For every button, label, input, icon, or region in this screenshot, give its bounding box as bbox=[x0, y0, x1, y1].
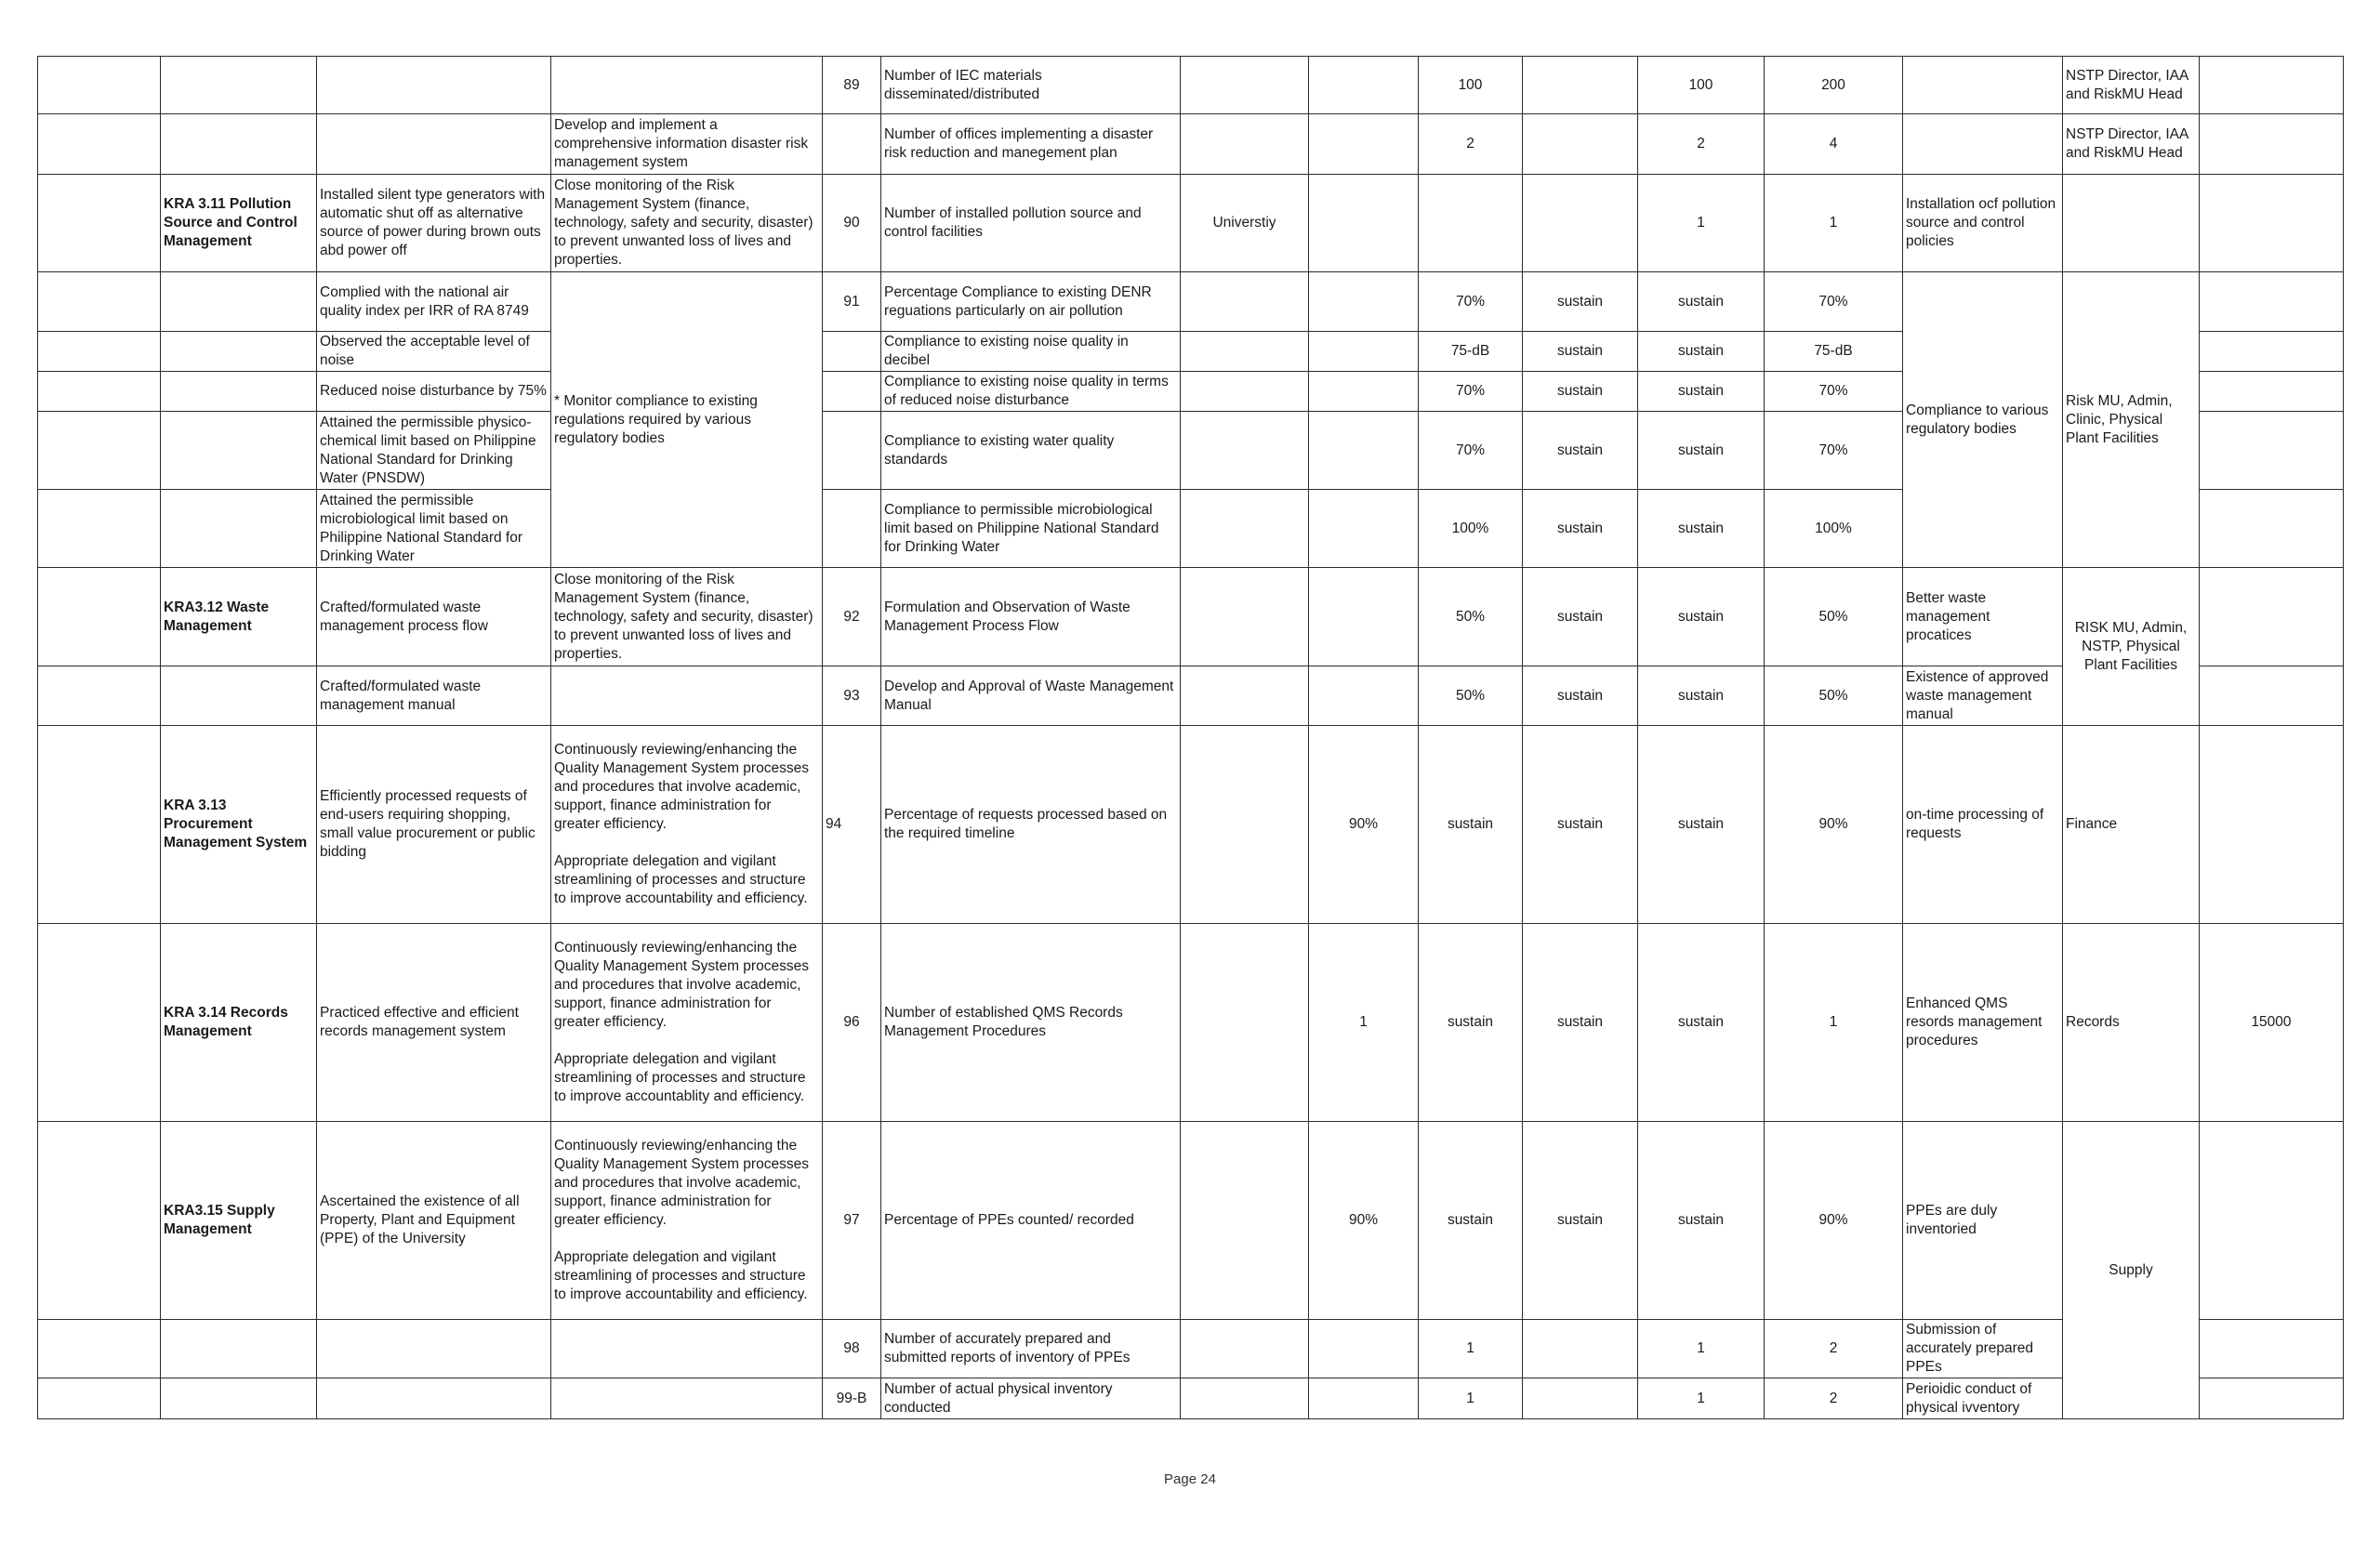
total-target: 70% bbox=[1765, 412, 1903, 490]
total-target: 70% bbox=[1765, 372, 1903, 412]
strategy-paragraph: Appropriate delegation and vigilant streamlining of processes and structure to improve accountability and efficiency. bbox=[554, 853, 808, 906]
target-value: sustain bbox=[1638, 726, 1765, 924]
total-target: 100% bbox=[1765, 490, 1903, 568]
indicator-number: 93 bbox=[823, 666, 881, 726]
strategy-paragraph: Appropriate delegation and vigilant streamlining of processes and structure to improve accountablity and efficiency. bbox=[554, 1051, 806, 1104]
kra-label: KRA3.15 Supply Management bbox=[161, 1122, 317, 1320]
target-value: sustain bbox=[1638, 372, 1765, 412]
total-target: 50% bbox=[1765, 666, 1903, 726]
target-value: sustain bbox=[1638, 412, 1765, 490]
strategy bbox=[551, 924, 823, 1122]
strategy: Close monitoring of the Risk Management System (finance, technology, safety and security, disaster) to prevent unwanted loss of lives and properties. bbox=[551, 568, 823, 666]
target-value: sustain bbox=[1638, 924, 1765, 1122]
total-target: 90% bbox=[1765, 1122, 1903, 1320]
target-value: sustain bbox=[1523, 272, 1638, 332]
target-value: 70% bbox=[1419, 372, 1523, 412]
kra-label: KRA 3.11 Pollution Source and Control Management bbox=[161, 175, 317, 272]
success-indicator: Develop and Approval of Waste Management Manual bbox=[881, 666, 1181, 726]
responsible-office: NSTP Director, IAA and RiskMU Head bbox=[2063, 114, 2200, 175]
expected-output: Reduced noise disturbance by 75% bbox=[317, 372, 551, 412]
responsible-office: Risk MU, Admin, Clinic, Physical Plant Facilities bbox=[2063, 272, 2200, 568]
target-value: sustain bbox=[1523, 666, 1638, 726]
total-target: 2 bbox=[1765, 1320, 1903, 1378]
remarks: on-time processing of requests bbox=[1903, 726, 2063, 924]
target-value: 90% bbox=[1309, 726, 1419, 924]
remarks: Compliance to various regulatory bodies bbox=[1903, 272, 2063, 568]
expected-output: Crafted/formulated waste management manual bbox=[317, 666, 551, 726]
remarks: Enhanced QMS resords management procedures bbox=[1903, 924, 2063, 1122]
operational-plan-table bbox=[37, 56, 2344, 1419]
strategy bbox=[551, 1122, 823, 1320]
total-target: 4 bbox=[1765, 114, 1903, 175]
success-indicator: Percentage of requests processed based on the required timeline bbox=[881, 726, 1181, 924]
total-target: 90% bbox=[1765, 726, 1903, 924]
strategy: Close monitoring of the Risk Management System (finance, technology, safety and security, disaster) to prevent unwanted loss of lives and properties. bbox=[551, 175, 823, 272]
target-value: sustain bbox=[1523, 568, 1638, 666]
total-target: 1 bbox=[1765, 175, 1903, 272]
target-value: sustain bbox=[1523, 1122, 1638, 1320]
table-row bbox=[38, 726, 2344, 924]
table-row bbox=[38, 1122, 2344, 1320]
target-value: 70% bbox=[1419, 412, 1523, 490]
total-target: 70% bbox=[1765, 272, 1903, 332]
strategy: Develop and implement a comprehensive information disaster risk management system bbox=[551, 114, 823, 175]
success-indicator: Number of installed pollution source and control facilities bbox=[881, 175, 1181, 272]
total-target: 1 bbox=[1765, 924, 1903, 1122]
table-row bbox=[38, 666, 2344, 726]
budget-value: 15000 bbox=[2200, 924, 2344, 1122]
table-row bbox=[38, 568, 2344, 666]
table-row bbox=[38, 114, 2344, 175]
success-indicator: Percentage Compliance to existing DENR reguations particularly on air pollution bbox=[881, 272, 1181, 332]
success-indicator: Formulation and Observation of Waste Management Process Flow bbox=[881, 568, 1181, 666]
table-row bbox=[38, 924, 2344, 1122]
remarks: Better waste management procatices bbox=[1903, 568, 2063, 666]
total-target: 200 bbox=[1765, 57, 1903, 114]
responsible-office: RISK MU, Admin, NSTP, Physical Plant Facilities bbox=[2063, 568, 2200, 726]
remarks: PPEs are duly inventoried bbox=[1903, 1122, 2063, 1320]
target-value: 1 bbox=[1419, 1320, 1523, 1378]
remarks: Perioidic conduct of physical ivventory bbox=[1903, 1378, 2063, 1419]
success-indicator: Compliance to permissible microbiological limit based on Philippine National Standard for Drinking Water bbox=[881, 490, 1181, 568]
expected-output: Attained the permissible physico-chemical limit based on Philippine National Standard for Drinking Water (PNSDW) bbox=[317, 412, 551, 490]
expected-output: Observed the acceptable level of noise bbox=[317, 332, 551, 372]
target-value: sustain bbox=[1638, 490, 1765, 568]
success-indicator: Number of accurately prepared and submitted reports of inventory of PPEs bbox=[881, 1320, 1181, 1378]
target-value: sustain bbox=[1523, 924, 1638, 1122]
table-row bbox=[38, 272, 2344, 332]
total-target: 2 bbox=[1765, 1378, 1903, 1419]
indicator-number: 92 bbox=[823, 568, 881, 666]
responsible-office: Records bbox=[2063, 924, 2200, 1122]
indicator-number: 97 bbox=[823, 1122, 881, 1320]
strategy bbox=[551, 726, 823, 924]
target-value: sustain bbox=[1638, 568, 1765, 666]
remarks: Submission of accurately prepared PPEs bbox=[1903, 1320, 2063, 1378]
indicator-number: 89 bbox=[823, 57, 881, 114]
target-value: sustain bbox=[1523, 332, 1638, 372]
target-value: 1 bbox=[1638, 175, 1765, 272]
strategy: * Monitor compliance to existing regulations required by various regulatory bodies bbox=[551, 272, 823, 568]
target-value: 50% bbox=[1419, 568, 1523, 666]
target-value: 1 bbox=[1309, 924, 1419, 1122]
target-value: sustain bbox=[1523, 490, 1638, 568]
expected-output: Ascertained the existence of all Property, Plant and Equipment (PPE) of the University bbox=[317, 1122, 551, 1320]
target-value: 2 bbox=[1419, 114, 1523, 175]
success-indicator: Compliance to existing noise quality in terms of reduced noise disturbance bbox=[881, 372, 1181, 412]
total-target: 75-dB bbox=[1765, 332, 1903, 372]
target-value: 75-dB bbox=[1419, 332, 1523, 372]
target-value: sustain bbox=[1523, 412, 1638, 490]
strategy-paragraph: Continuously reviewing/enhancing the Quality Management System processes and procedures that involve academic, support, finance administration for greater efficiency. bbox=[554, 742, 809, 832]
target-value: 1 bbox=[1638, 1320, 1765, 1378]
expected-output: Installed silent type generators with automatic shut off as alternative source of power during brown outs abd power off bbox=[317, 175, 551, 272]
kra-label: KRA3.12 Waste Management bbox=[161, 568, 317, 666]
success-indicator: Number of actual physical inventory conducted bbox=[881, 1378, 1181, 1419]
table-row bbox=[38, 57, 2344, 114]
target-value: sustain bbox=[1638, 666, 1765, 726]
target-value: sustain bbox=[1523, 372, 1638, 412]
target-value: sustain bbox=[1419, 726, 1523, 924]
indicator-number: 99-B bbox=[823, 1378, 881, 1419]
strategy-paragraph: Continuously reviewing/enhancing the Quality Management System processes and procedures that involve academic, support, finance administration for greater efficiency. bbox=[554, 1138, 809, 1228]
target-value: 50% bbox=[1419, 666, 1523, 726]
responsible-office: Supply bbox=[2063, 1122, 2200, 1419]
remarks: Installation ocf pollution source and control policies bbox=[1903, 175, 2063, 272]
success-indicator: Compliance to existing noise quality in decibel bbox=[881, 332, 1181, 372]
baseline-value: Universtiy bbox=[1181, 175, 1309, 272]
expected-output: Crafted/formulated waste management process flow bbox=[317, 568, 551, 666]
success-indicator: Number of IEC materials disseminated/distributed bbox=[881, 57, 1181, 114]
success-indicator: Number of established QMS Records Management Procedures bbox=[881, 924, 1181, 1122]
table-row bbox=[38, 175, 2344, 272]
target-value: 100 bbox=[1419, 57, 1523, 114]
indicator-number: 91 bbox=[823, 272, 881, 332]
expected-output: Attained the permissible microbiological limit based on Philippine National Standard for Drinking Water bbox=[317, 490, 551, 568]
target-value: 2 bbox=[1638, 114, 1765, 175]
strategy-paragraph: Appropriate delegation and vigilant streamlining of processes and structure to improve accountability and efficiency. bbox=[554, 1249, 808, 1302]
responsible-office: Finance bbox=[2063, 726, 2200, 924]
target-value: sustain bbox=[1638, 332, 1765, 372]
target-value: sustain bbox=[1419, 1122, 1523, 1320]
target-value: sustain bbox=[1638, 1122, 1765, 1320]
remarks: Existence of approved waste management manual bbox=[1903, 666, 2063, 726]
target-value: 100% bbox=[1419, 490, 1523, 568]
expected-output: Efficiently processed requests of end-users requiring shopping, small value procurement or public bidding bbox=[317, 726, 551, 924]
strategy-paragraph: Continuously reviewing/enhancing the Quality Management System processes and procedures that involve academic, support, finance administration for greater efficiency. bbox=[554, 940, 809, 1030]
table-row bbox=[38, 1378, 2344, 1419]
table-row bbox=[38, 1320, 2344, 1378]
indicator-number: 94 bbox=[823, 726, 881, 924]
target-value: sustain bbox=[1523, 726, 1638, 924]
indicator-number: 90 bbox=[823, 175, 881, 272]
responsible-office: NSTP Director, IAA and RiskMU Head bbox=[2063, 57, 2200, 114]
expected-output: Complied with the national air quality index per IRR of RA 8749 bbox=[317, 272, 551, 332]
success-indicator: Percentage of PPEs counted/ recorded bbox=[881, 1122, 1181, 1320]
page-number: Page 24 bbox=[1164, 1471, 1216, 1487]
target-value: 70% bbox=[1419, 272, 1523, 332]
target-value: sustain bbox=[1419, 924, 1523, 1122]
success-indicator: Compliance to existing water quality standards bbox=[881, 412, 1181, 490]
indicator-number: 96 bbox=[823, 924, 881, 1122]
target-value: 1 bbox=[1638, 1378, 1765, 1419]
target-value: 1 bbox=[1419, 1378, 1523, 1419]
expected-output: Practiced effective and efficient records management system bbox=[317, 924, 551, 1122]
indicator-number: 98 bbox=[823, 1320, 881, 1378]
target-value: sustain bbox=[1638, 272, 1765, 332]
total-target: 50% bbox=[1765, 568, 1903, 666]
target-value: 90% bbox=[1309, 1122, 1419, 1320]
kra-label: KRA 3.14 Records Management bbox=[161, 924, 317, 1122]
success-indicator: Number of offices implementing a disaster risk reduction and manegement plan bbox=[881, 114, 1181, 175]
target-value: 100 bbox=[1638, 57, 1765, 114]
kra-label: KRA 3.13 Procurement Management System bbox=[161, 726, 317, 924]
